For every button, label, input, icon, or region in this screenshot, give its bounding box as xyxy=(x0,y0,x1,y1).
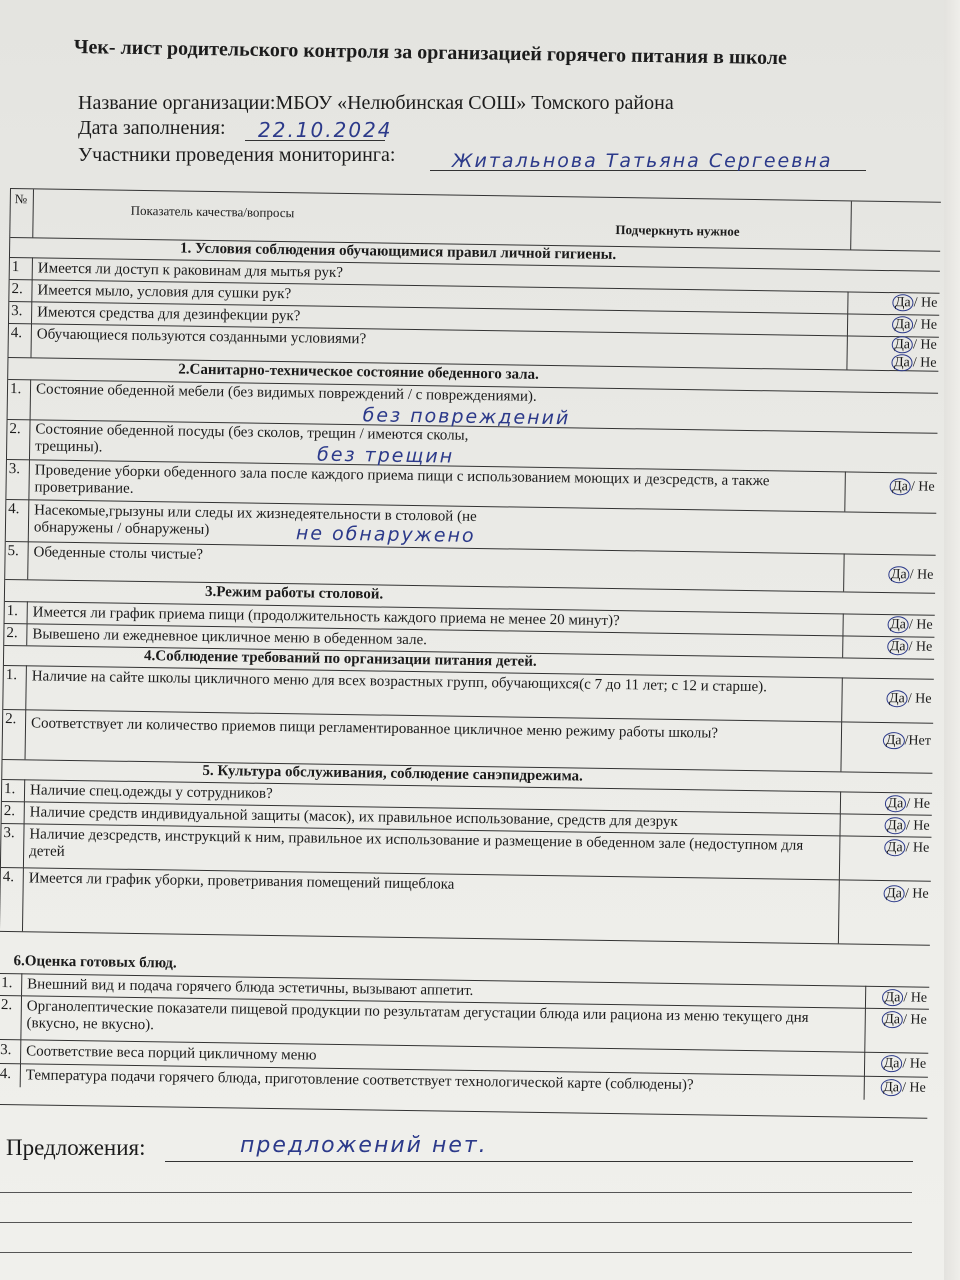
num-divider xyxy=(21,973,22,995)
answer-choice[interactable] xyxy=(884,839,930,857)
num-divider xyxy=(28,459,30,499)
answer-choice[interactable] xyxy=(888,566,934,584)
row-number: 5. xyxy=(7,543,19,560)
answer-choice[interactable] xyxy=(892,294,938,312)
answer-yes-circled: Да xyxy=(884,817,906,834)
answer-yes-circled: Да xyxy=(887,638,909,655)
answer-yes-circled: Да xyxy=(891,354,913,371)
answer-choice[interactable] xyxy=(881,989,927,1007)
answer-choice[interactable] xyxy=(883,885,929,903)
num-divider xyxy=(29,419,31,459)
proposals-label: Предложения: xyxy=(6,1135,146,1160)
num-divider xyxy=(24,801,25,823)
answer-divider xyxy=(864,1052,865,1076)
question-text: Имеется ли доступ к раковинам для мытья рук? xyxy=(37,260,344,281)
row-number: 3. xyxy=(3,824,15,842)
answer-yes-circled: Да xyxy=(891,336,913,353)
answer-no: / Не xyxy=(908,639,933,655)
answer-choice-extra[interactable] xyxy=(891,354,937,372)
row-number: 4. xyxy=(10,325,23,342)
answer-choice[interactable] xyxy=(880,1079,926,1097)
answer-yes-circled: Да xyxy=(884,839,906,856)
num-divider xyxy=(28,499,30,541)
answer-divider xyxy=(865,986,866,1008)
question-text: Наличие спец.одежды у сотрудников? xyxy=(29,782,273,802)
num-divider xyxy=(20,995,22,1039)
question-text: Имеется ли график приема пищи (продолжительность каждого приема не менее 20 минут)? xyxy=(32,604,620,630)
answer-no: / Не xyxy=(909,567,934,583)
date-value-handwritten: 22.10.2024 xyxy=(258,118,393,142)
num-divider xyxy=(25,665,27,709)
blank-line xyxy=(0,1222,912,1223)
answer-no: / Не xyxy=(907,691,932,707)
num-divider xyxy=(25,709,27,759)
checklist-table xyxy=(0,188,941,1119)
question-text: Имеются средства для дезинфекции рук? xyxy=(37,304,301,325)
row-number: 1. xyxy=(3,780,16,798)
answer-divider xyxy=(844,471,846,511)
num-divider xyxy=(24,779,25,801)
row-number: 2. xyxy=(3,802,16,820)
answer-yes-circled: Да xyxy=(886,690,908,707)
question-text: Насекомые,грызуны или следы их жизнедеятельности в столовой (не обнаружены / обнаружены) xyxy=(33,502,477,538)
question-text: Вывешено ли ежедневное цикличное меню в обеденном зале. xyxy=(32,626,428,649)
participants-label: Участники проведения мониторинга: xyxy=(78,144,396,166)
answer-yes-circled: Да xyxy=(888,566,910,583)
handwritten-answer: не обнаружено xyxy=(295,522,476,547)
section-title: 5. Культура обслуживания, соблюдение санэпидрежима. xyxy=(202,762,583,785)
num-divider xyxy=(30,379,32,419)
num-divider xyxy=(20,1039,21,1063)
org-row xyxy=(78,92,674,115)
answer-no: / Не xyxy=(910,479,935,495)
question-text: Наличие средств индивидуальной защиты (масок), их правильное использование, средств для дезрук xyxy=(29,804,678,830)
row-number: 1. xyxy=(6,602,19,620)
answer-choice[interactable] xyxy=(887,638,933,656)
answer-divider xyxy=(842,635,843,657)
row-number: 1 xyxy=(11,259,20,276)
question-text: Проведение уборки обеденного зала после каждого приема пищи с использованием моющих и дезсредств, а также проветривание. xyxy=(34,462,770,497)
question-text: Имеется ли график уборки, проветривания помещений пищеблока xyxy=(28,870,455,893)
num-divider xyxy=(31,301,32,323)
row-number: 2. xyxy=(9,421,21,438)
num-divider xyxy=(32,257,33,279)
row-number: 2. xyxy=(11,281,23,298)
row-number: 1. xyxy=(9,381,22,398)
answer-no: /Нет xyxy=(904,733,932,749)
answer-divider xyxy=(846,335,848,369)
proposals-value-handwritten: предложений нет. xyxy=(240,1133,488,1158)
answer-choice[interactable] xyxy=(884,795,930,813)
answer-no: / Не xyxy=(902,1056,927,1072)
question-text: Обеденные столы чистые? xyxy=(33,544,204,563)
answer-no: / Не xyxy=(905,840,930,856)
question-text: Температура подачи горячего блюда, приготовление соответствует технологической карте (соблюдены)? xyxy=(25,1067,694,1094)
answer-divider xyxy=(839,835,841,879)
proposals-underline xyxy=(165,1161,913,1162)
answer-divider xyxy=(847,313,848,335)
question-text: Обучающиеся пользуются созданными условиями? xyxy=(36,326,367,348)
answer-choice[interactable] xyxy=(886,690,932,708)
col-question-header: Показатель качества/вопросы xyxy=(130,202,295,221)
handwritten-answer: без повреждений xyxy=(362,404,571,430)
question-text: Соответствует ли количество приемов пищи регламентированное цикличное меню режиму работы школы? xyxy=(30,715,719,742)
section-title: 6.Оценка готовых блюд. xyxy=(13,953,177,972)
answer-yes-circled: Да xyxy=(880,1079,902,1096)
col-num-header: № xyxy=(14,191,28,207)
answer-choice[interactable] xyxy=(881,1011,927,1029)
question-text: Соответствие веса порций цикличному меню xyxy=(26,1043,317,1064)
question-text: Органолептические показатели пищевой продукции по результатам дегустации блюда или рациона из меню текущего дня (вкусно, не вкусно). xyxy=(26,998,809,1034)
header-divider-num xyxy=(32,189,34,237)
row-number: 4. xyxy=(2,868,15,886)
col-answer-header: Подчеркнуть нужное xyxy=(615,221,740,239)
answer-no: / Не xyxy=(906,796,931,812)
answer-no: / Не xyxy=(902,1012,927,1028)
answer-choice[interactable] xyxy=(880,1055,926,1073)
answer-choice[interactable] xyxy=(889,478,935,496)
question-text: Наличие дезсредств, инструкций к ним, правильное их использование и размещение в обеденном зале (недоступном для детей xyxy=(29,826,804,860)
blank-line xyxy=(0,1252,912,1253)
answer-no: / Не xyxy=(905,818,930,834)
section-title: 2.Санитарно-техническое состояние обеденного зала. xyxy=(178,361,539,383)
answer-divider xyxy=(864,1008,866,1052)
date-label: Дата заполнения: xyxy=(78,117,226,139)
answer-choice[interactable] xyxy=(887,616,933,634)
answer-choice[interactable] xyxy=(884,817,930,835)
question-text: Имеется мыло, условия для сушки рук? xyxy=(37,282,292,303)
num-divider xyxy=(27,541,29,579)
num-divider xyxy=(26,623,27,645)
num-divider xyxy=(27,601,28,623)
row-number: 2. xyxy=(6,624,18,642)
org-label: Название организации: xyxy=(78,92,276,114)
answer-divider xyxy=(864,1076,865,1100)
participants-value-handwritten: Житальнова Татьяна Сергеевна xyxy=(452,150,833,172)
document-title: Чек- лист родительского контроля за организацией горячего питания в школе xyxy=(73,36,788,70)
num-divider xyxy=(31,279,32,301)
num-divider xyxy=(30,323,32,357)
num-divider xyxy=(23,823,25,867)
answer-yes-circled: Да xyxy=(889,478,911,495)
row-number: 2. xyxy=(5,710,17,728)
answer-no: / Не xyxy=(913,295,938,311)
answer-divider xyxy=(840,721,842,771)
header-divider-answer xyxy=(850,201,852,249)
section-title: 4.Соблюдение требований по организации питания детей. xyxy=(143,648,537,670)
row-number: 3. xyxy=(8,461,21,478)
blank-line xyxy=(0,1192,912,1193)
row-number: 1. xyxy=(1,974,13,992)
row-number: 4. xyxy=(8,501,20,518)
answer-yes-circled: Да xyxy=(891,316,913,333)
answer-no: / Не xyxy=(908,617,933,633)
question-text: Внешний вид и подача горячего блюда эстетичны, вызывают аппетит. xyxy=(27,976,474,999)
question-text: Наличие на сайте школы цикличного меню для всех возрастных групп, обучающихся(с 7 до 11 лет; с 12 и старше). xyxy=(31,668,768,696)
answer-divider xyxy=(847,291,848,313)
answer-yes-circled: Да xyxy=(880,1055,902,1072)
org-value: МБОУ «Нелюбинская СОШ» Томского района xyxy=(275,92,674,114)
handwritten-answer: без трещин xyxy=(316,443,455,468)
num-divider xyxy=(20,1063,21,1087)
answer-yes-circled: Да xyxy=(883,732,905,749)
answer-divider xyxy=(842,613,843,635)
answer-no: / Не xyxy=(913,317,938,333)
answer-no: / Не xyxy=(912,355,937,371)
row-number: 4. xyxy=(0,1065,12,1083)
num-divider xyxy=(22,867,24,931)
section-title: 1. Условия соблюдения обучающимися правил личной гигиены. xyxy=(180,240,617,263)
answer-yes-circled: Да xyxy=(884,795,906,812)
row-number: 1. xyxy=(5,666,18,684)
answer-divider xyxy=(841,677,843,721)
answer-divider xyxy=(838,879,840,943)
answer-yes-circled: Да xyxy=(887,616,909,633)
answer-yes-circled: Да xyxy=(881,989,903,1006)
question-text: Состояние обеденной мебели (без видимых повреждений / с повреждениями). xyxy=(35,381,537,405)
row-number: 2. xyxy=(0,996,13,1014)
row-number: 3. xyxy=(11,303,23,320)
answer-no: / Не xyxy=(901,1080,926,1096)
answer-no: / Не xyxy=(904,886,929,902)
answer-divider xyxy=(839,813,840,835)
answer-divider xyxy=(840,791,841,813)
answer-yes-circled: Да xyxy=(883,885,905,902)
answer-divider xyxy=(843,553,845,591)
question-text: Состояние обеденной посуды (без сколов, трещин / имеются сколы, трещины). xyxy=(35,421,469,456)
section-title: 3.Режим работы столовой. xyxy=(204,583,384,603)
row-number: 3. xyxy=(0,1041,12,1059)
answer-choice[interactable] xyxy=(891,316,937,334)
answer-choice[interactable] xyxy=(883,732,931,750)
answer-no: / Не xyxy=(912,337,937,353)
answer-yes-circled: Да xyxy=(881,1011,903,1028)
answer-no: / Не xyxy=(903,990,928,1006)
answer-yes-circled: Да xyxy=(892,294,914,311)
answer-choice[interactable] xyxy=(891,336,937,354)
